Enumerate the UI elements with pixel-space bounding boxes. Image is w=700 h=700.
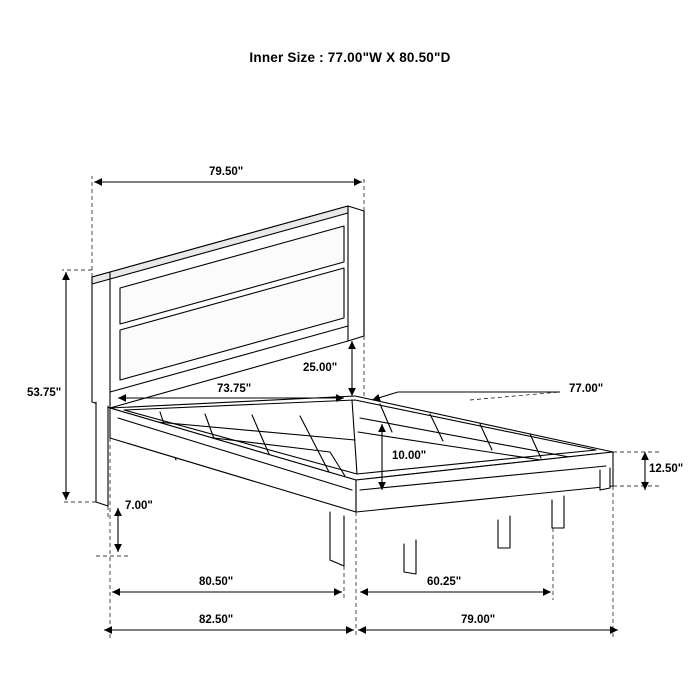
headboard-left-leg [96, 402, 108, 506]
leg-front-right [404, 540, 416, 574]
leg-right [552, 496, 564, 528]
dim-label-headboard-height: 53.75" [24, 387, 64, 399]
dim-label-inner-depth: 80.50" [196, 576, 236, 588]
dim-label-side-rail-height: 12.50" [646, 463, 686, 475]
dim-label-overall-depth: 82.50" [196, 614, 236, 626]
dim-label-rail-height: 10.00" [389, 450, 429, 462]
dim-label-headboard-width: 79.50" [206, 166, 246, 178]
dimline-inner-width-arrow [372, 392, 398, 400]
dim-label-lower-gap: 25.00" [300, 362, 340, 374]
dim-label-overall-width: 79.00" [458, 614, 498, 626]
ext-inner-width [470, 392, 560, 400]
dim-label-inner-width: 77.00" [566, 383, 606, 395]
page-title: Inner Size : 77.00"W X 80.50"D [249, 50, 451, 65]
dim-label-leg-clearance: 7.00" [122, 500, 156, 512]
leg-far-right [600, 468, 610, 490]
leg-front-center [330, 512, 344, 566]
leg-mid-right [498, 516, 510, 548]
dim-label-footboard-width: 60.25" [424, 576, 464, 588]
dim-label-panel-width: 73.75" [214, 383, 254, 395]
